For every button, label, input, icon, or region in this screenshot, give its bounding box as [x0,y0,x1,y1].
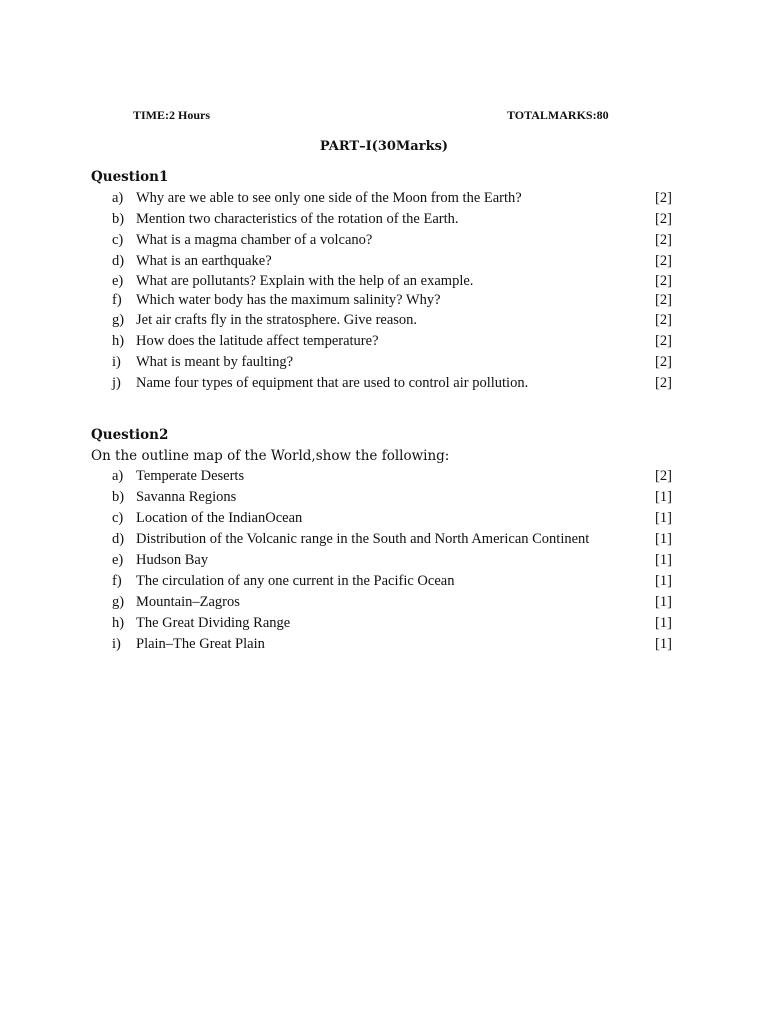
item-text: Jet air crafts fly in the stratosphere. Give reason. [136,312,418,328]
item-text: Mountain–Zagros [136,594,240,610]
item-letter: a) [112,190,124,206]
total-marks-label: TOTALMARKS:80 [507,108,609,122]
item-text: Hudson Bay [136,552,209,568]
item-letter: d) [112,253,125,269]
item-text: Which water body has the maximum salinity? Why? [136,292,441,308]
question1-item [0,251,768,272]
item-text: The circulation of any one current in the Pacific Ocean [136,573,455,589]
item-mark: [2] [655,333,672,349]
item-mark: [2] [655,190,672,206]
question2-item [0,571,768,592]
item-mark: [1] [655,552,672,568]
question2-item [0,550,768,571]
question1-item [0,230,768,251]
item-letter: f) [112,292,122,308]
question1-item [0,310,768,331]
item-mark: [2] [655,375,672,391]
question2-item [0,487,768,508]
item-letter: c) [112,510,124,526]
item-text: What is an earthquake? [136,253,272,269]
item-mark: [1] [655,573,672,589]
item-letter: g) [112,594,125,610]
item-mark: [2] [655,273,672,289]
item-mark: [1] [655,489,672,505]
item-mark: [1] [655,594,672,610]
question1-item [0,331,768,352]
item-letter: j) [112,375,121,391]
question1-list [0,188,768,394]
item-text: The Great Dividing Range [136,615,291,631]
question1-item [0,352,768,373]
item-mark: [2] [655,232,672,248]
item-letter: g) [112,312,125,328]
question2-item [0,634,768,655]
item-letter: f) [112,573,122,589]
question1-heading: Question1 [91,169,169,185]
item-mark: [1] [655,615,672,631]
question2-item [0,466,768,487]
question2-item [0,508,768,529]
item-mark: [2] [655,354,672,370]
item-mark: [1] [655,531,672,547]
item-mark: [2] [655,468,672,484]
item-mark: [2] [655,292,672,308]
item-letter: h) [112,615,125,631]
item-text: Distribution of the Volcanic range in the South and North American Continent [136,531,590,547]
item-text: How does the latitude affect temperature? [136,333,379,349]
question2-intro: On the outline map of the World,show the following: [91,448,450,464]
item-mark: [1] [655,510,672,526]
item-text: What is meant by faulting? [136,354,294,370]
item-mark: [2] [655,211,672,227]
item-mark: [1] [655,636,672,652]
item-text: Why are we able to see only one side of the Moon from the Earth? [136,190,522,206]
item-letter: i) [112,354,121,370]
item-text: Savanna Regions [136,489,237,505]
question1-item [0,373,768,394]
item-mark: [2] [655,312,672,328]
question1-item [0,272,768,291]
item-text: What is a magma chamber of a volcano? [136,232,373,248]
item-letter: b) [112,489,125,505]
item-letter: a) [112,468,124,484]
item-letter: c) [112,232,124,248]
question2-item [0,529,768,550]
part-title: PART–I(30Marks) [319,139,449,154]
question2-item [0,613,768,634]
question1-item [0,291,768,310]
item-text: Name four types of equipment that are used to control air pollution. [136,375,529,391]
question2-item [0,592,768,613]
item-mark: [2] [655,253,672,269]
item-letter: e) [112,552,124,568]
item-letter: b) [112,211,125,227]
item-text: What are pollutants? Explain with the help of an example. [136,273,474,289]
item-text: Plain–The Great Plain [136,636,265,652]
question1-item [0,188,768,209]
item-text: Temperate Deserts [136,468,245,484]
question1-item [0,209,768,230]
exam-header [0,108,768,124]
item-letter: e) [112,273,124,289]
item-text: Mention two characteristics of the rotation of the Earth. [136,211,459,227]
item-text: Location of the IndianOcean [136,510,303,526]
time-label: TIME:2 Hours [133,108,211,122]
question2-list [0,466,768,655]
question2-heading: Question2 [91,427,169,443]
item-letter: i) [112,636,121,652]
item-letter: d) [112,531,125,547]
item-letter: h) [112,333,125,349]
